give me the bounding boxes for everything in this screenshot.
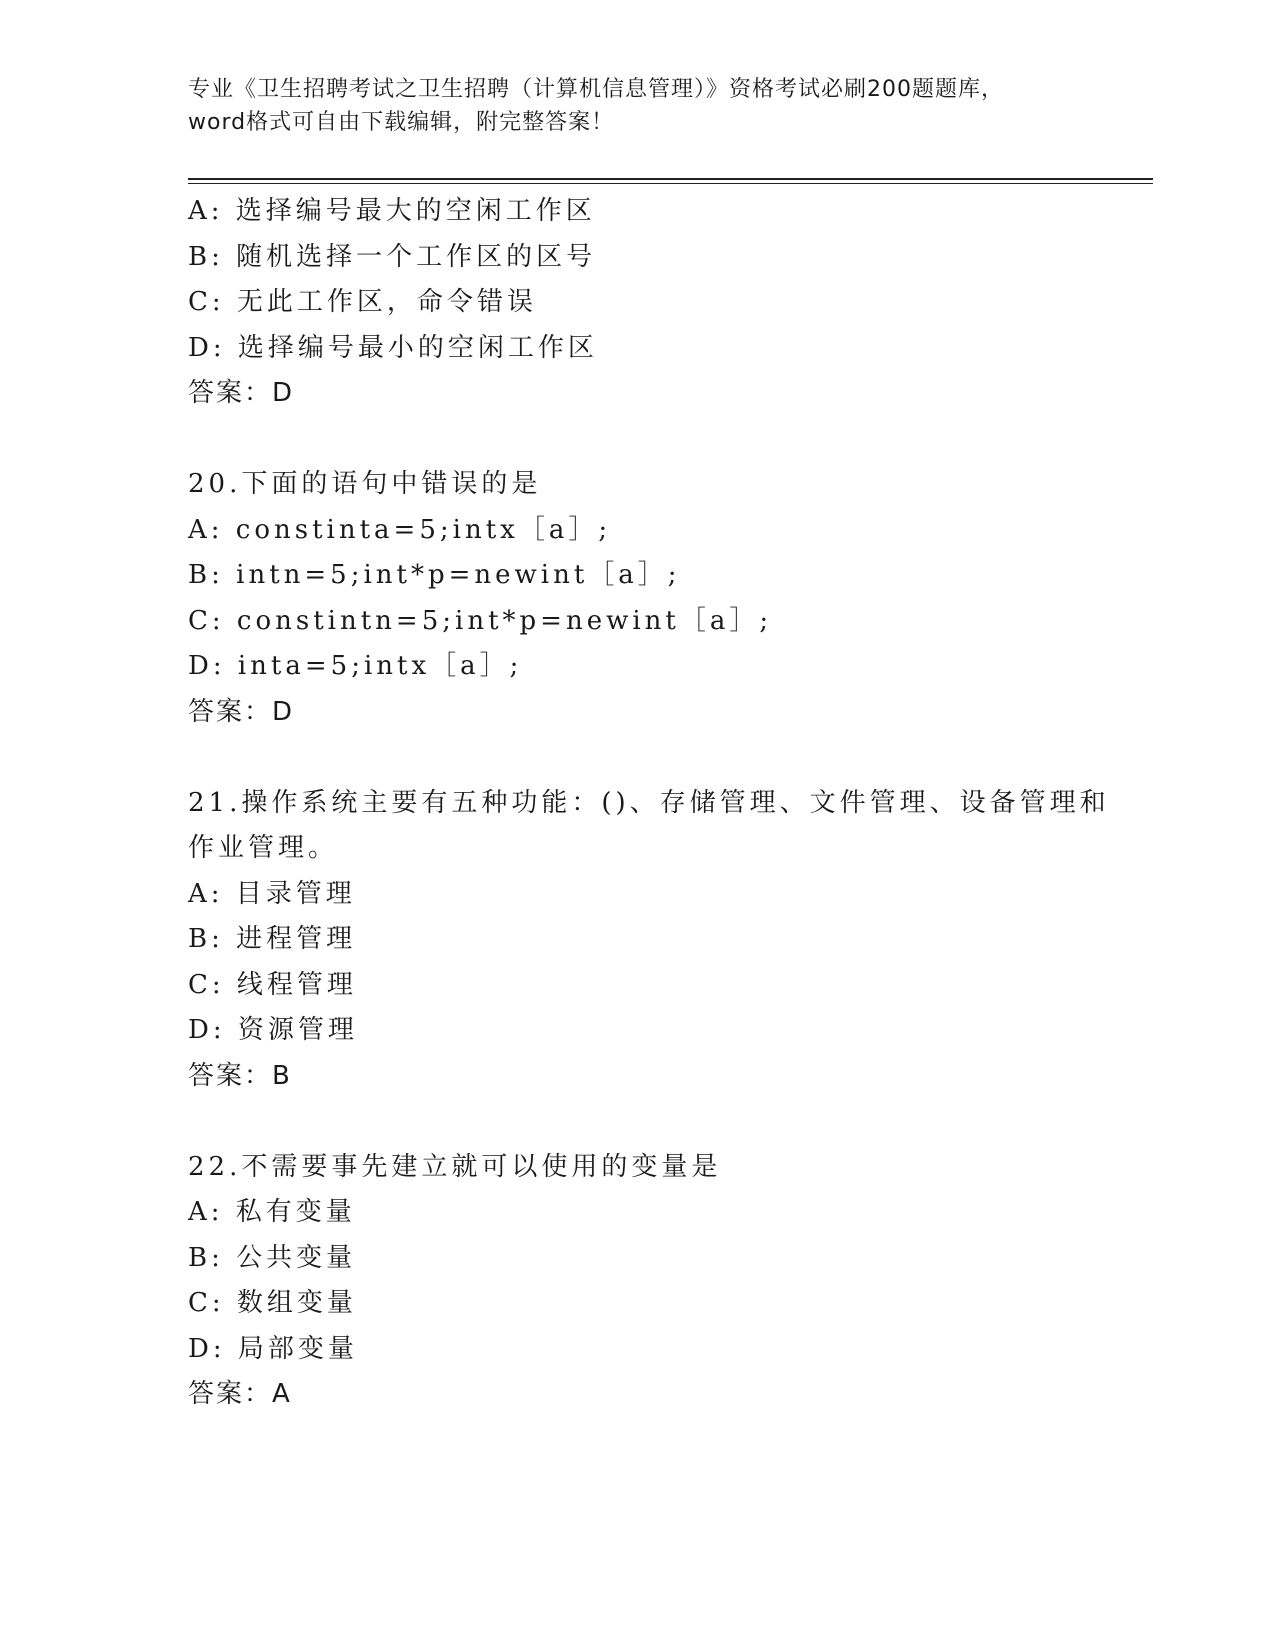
option-b: B: intn=5;int*p=newint［a］; [188, 560, 681, 590]
option-b: B: 随机选择一个工作区的区号 [188, 241, 597, 272]
question-text: 22.不需要事先建立就可以使用的变量是 [188, 1151, 722, 1182]
question-list [188, 189, 1118, 1418]
option-a: A: constinta=5;intx［a］; [188, 514, 612, 545]
spacer [188, 417, 1118, 463]
option-d: D: inta=5;intx［a］; [188, 651, 523, 681]
option-c: C: 无此工作区，命令错误 [188, 287, 537, 317]
question-22 [188, 1145, 1118, 1418]
spacer [188, 1099, 1118, 1145]
option-a: A: 目录管理 [188, 878, 356, 909]
question-text: 21.操作系统主要有五种功能：()、存储管理、文件管理、设备管理和作业管理。 [188, 787, 1110, 863]
option-d: D: 资源管理 [188, 1015, 358, 1045]
question-19 [188, 189, 1118, 417]
option-d: D: 局部变量 [188, 1333, 358, 1364]
header-divider-thin [188, 183, 1153, 184]
option-c: C: 数组变量 [188, 1288, 357, 1318]
spacer [188, 735, 1118, 781]
document-header [188, 73, 1088, 139]
answer-line: 答案：B [188, 1060, 292, 1091]
option-a: A: 选择编号最大的空闲工作区 [188, 196, 596, 226]
option-b: B: 公共变量 [188, 1242, 357, 1273]
answer-line: 答案：D [188, 696, 295, 727]
option-b: B: 进程管理 [188, 924, 357, 954]
question-21 [188, 781, 1118, 1100]
answer-line: 答案：A [188, 1379, 292, 1409]
option-c: C: constintn=5;int*p=newint［a］; [188, 605, 773, 636]
header-divider [188, 178, 1153, 180]
option-d: D: 选择编号最小的空闲工作区 [188, 332, 598, 363]
header-subtitle-line: word格式可自由下载编辑，附完整答案！ [188, 110, 615, 135]
option-a: A: 私有变量 [188, 1197, 356, 1227]
header-title-line: 专业《卫生招聘考试之卫生招聘（计算机信息管理）》资格考试必刷200题题库， [188, 77, 1004, 102]
option-c: C: 线程管理 [188, 969, 357, 1000]
question-text: 20.下面的语句中错误的是 [188, 469, 542, 499]
answer-line: 答案：D [188, 378, 295, 408]
question-20 [188, 462, 1118, 735]
